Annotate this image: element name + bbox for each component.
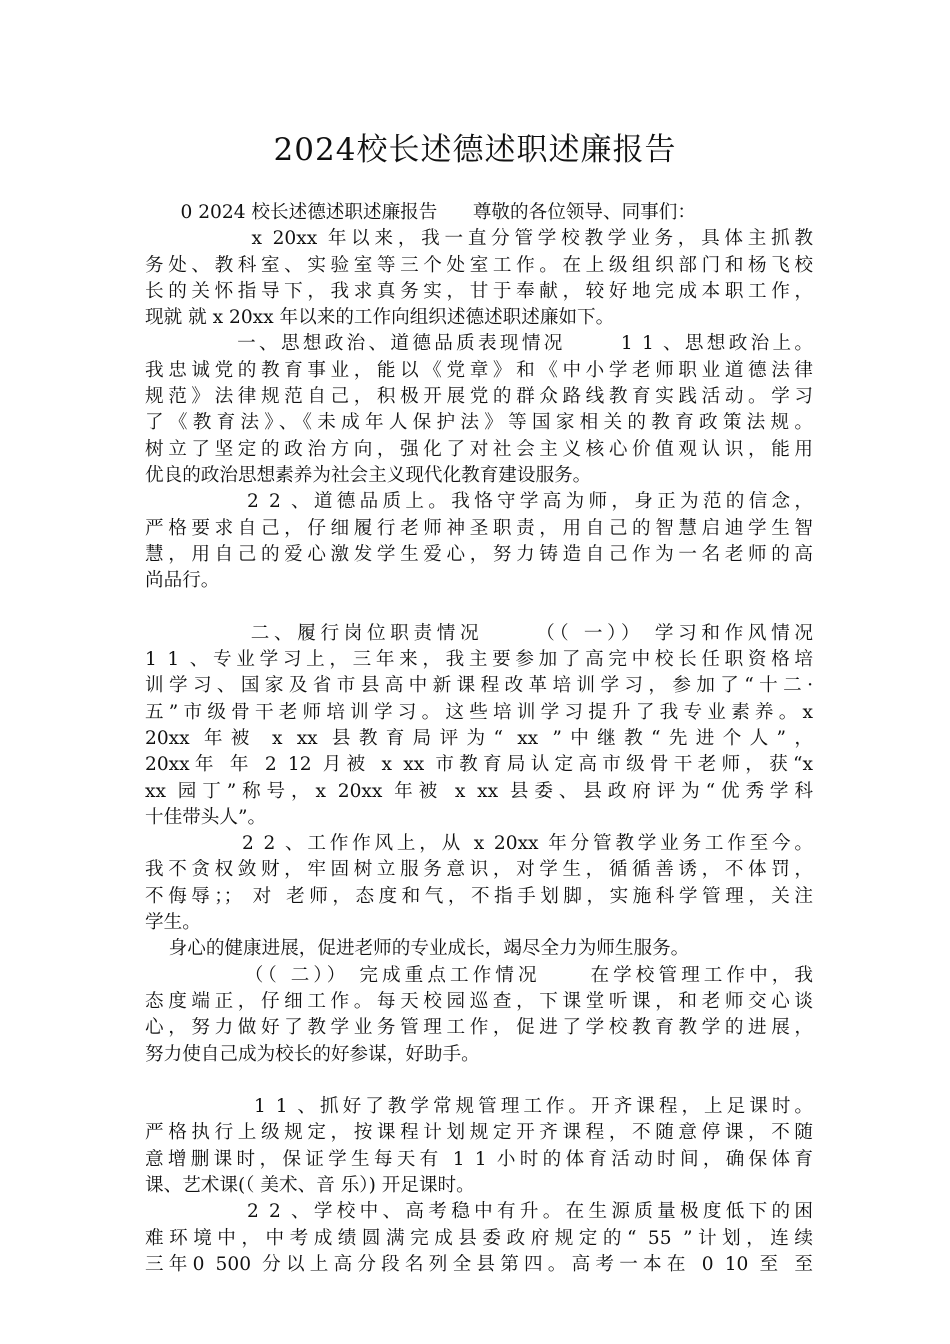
text-line: 学生。 — [145, 912, 201, 934]
document-title: 2024校长述德述职述廉报告 — [273, 132, 677, 168]
text-line: 1 1 、专业学习上，三年来，我主要参加了高完中校长任职资格培 — [145, 649, 813, 671]
text-line: 意增删课时，保证学生每天有 1 1 小时的体育活动时间，确保体育 — [145, 1148, 813, 1170]
text-line: 我不贪权敛财，牢固树立服务意识，对学生，循循善诱，不体罚， — [145, 859, 813, 881]
text-line: 2 2 、道德品质上。我恪守学高为师，身正为范的信念， — [145, 491, 813, 513]
text-line: xx 园丁”称号，x 20xx 年被 x xx 县委、县政府评为“优秀学科 — [145, 780, 813, 802]
text-line: （（ 二）） 完成重点工作情况 在学校管理工作中，我 — [145, 964, 813, 986]
text-line: x 20xx 年以来，我一直分管学校教学业务，具体主抓教 — [145, 228, 813, 250]
text-line: 2 2 、学校中、高考稳中有升。在生源质量极度低下的困 — [145, 1201, 813, 1223]
text-line: 1 1 、抓好了教学常规管理工作。开齐课程，上足课时。 — [145, 1096, 813, 1118]
text-line: 三年0 500 分以上高分段名列全县第四。高考一本在 0 10 至 至 — [145, 1253, 813, 1275]
text-line: 尚品行。 — [145, 570, 220, 592]
text-line: 十佳带头人”。 — [145, 806, 267, 828]
text-line: 2 2 、工作作风上，从 x 20xx 年分管教学业务工作至今。 — [145, 833, 813, 855]
text-line: 慧，用自己的爱心激发学生爱心，努力铸造自己作为一名老师的高 — [145, 543, 813, 565]
text-line: 难环境中，中考成绩圆满完成县委政府规定的“ 55 ”计划，连续 — [145, 1227, 813, 1249]
text-line: 树立了坚定的政治方向，强化了对社会主义核心价值观认识，能用 — [145, 438, 813, 460]
text-line: 优良的政治思想素养为社会主义现代化教育建设服务。 — [145, 464, 592, 486]
text-line: 现就 就 x 20xx 年以来的工作向组织述德述职述廉如下。 — [145, 307, 615, 329]
text-line: 训学习、国家及省市县高中新课程改革培训学习，参加了“十二· — [145, 675, 813, 697]
text-line: 严格执行上级规定，按课程计划规定开齐课程，不随意停课，不随 — [145, 1122, 813, 1144]
text-line: 心，努力做好了教学业务管理工作，促进了学校教育教学的进展， — [145, 1017, 813, 1039]
text-line: 努力使自己成为校长的好参谋，好助手。 — [145, 1043, 480, 1065]
text-line: 规范》法律规范自己，积极开展党的群众路线教育实践活动。学习 — [145, 386, 813, 408]
paragraph-gap — [145, 594, 813, 620]
text-line: 务处、教科室、实验室等三个处室工作。在上级组织部门和杨飞校 — [145, 254, 813, 276]
text-line: 了《教育法》、《未成年人保护法》等国家相关的教育政策法规。 — [145, 412, 813, 434]
text-line: 我忠诚党的教育事业，能以《党章》和《中小学老师职业道德法律 — [145, 359, 813, 381]
text-line: 态度端正，仔细工作。每天校园巡查，下课堂听课，和老师交心谈 — [145, 990, 813, 1012]
text-line: 一、思想政治、道德品质表现情况 1 1 、思想政治上。 — [145, 333, 813, 355]
text-line: 课、艺术课(（ 美术、音 乐）) 开足课时。 — [145, 1174, 475, 1196]
paragraph-gap — [145, 1068, 813, 1094]
text-line: 20xx年 年 2 12 月被 x xx 市教育局认定高市级骨干老师，获“x — [145, 754, 813, 776]
text-line: 身心的健康进展，促进老师的专业成长，竭尽全力为师生服务。 — [145, 938, 690, 960]
text-line: 五”市级骨干老师培训学习。这些培训学习提升了我专业素养。x — [145, 701, 813, 723]
text-line: 二、履行岗位职责情况 （（ 一）） 学习和作风情况 — [145, 622, 813, 644]
text-line: 不侮辱；； 对 老师，态度和气，不指手划脚，实施科学管理，关注 — [145, 885, 813, 907]
text-line: 20xx 年被 x xx 县教育局评为“ xx ”中继教“先进个人”， — [145, 727, 813, 749]
document-body — [145, 200, 813, 1278]
text-line: 0 2024 校长述德述职述廉报告 尊敬的各位领导、同事们： — [145, 202, 696, 223]
text-line: 严格要求自己，仔细履行老师神圣职责，用自己的智慧启迪学生智 — [145, 517, 813, 539]
text-line: 长的关怀指导下，我求真务实，甘于奉献，较好地完成本职工作， — [145, 280, 813, 302]
